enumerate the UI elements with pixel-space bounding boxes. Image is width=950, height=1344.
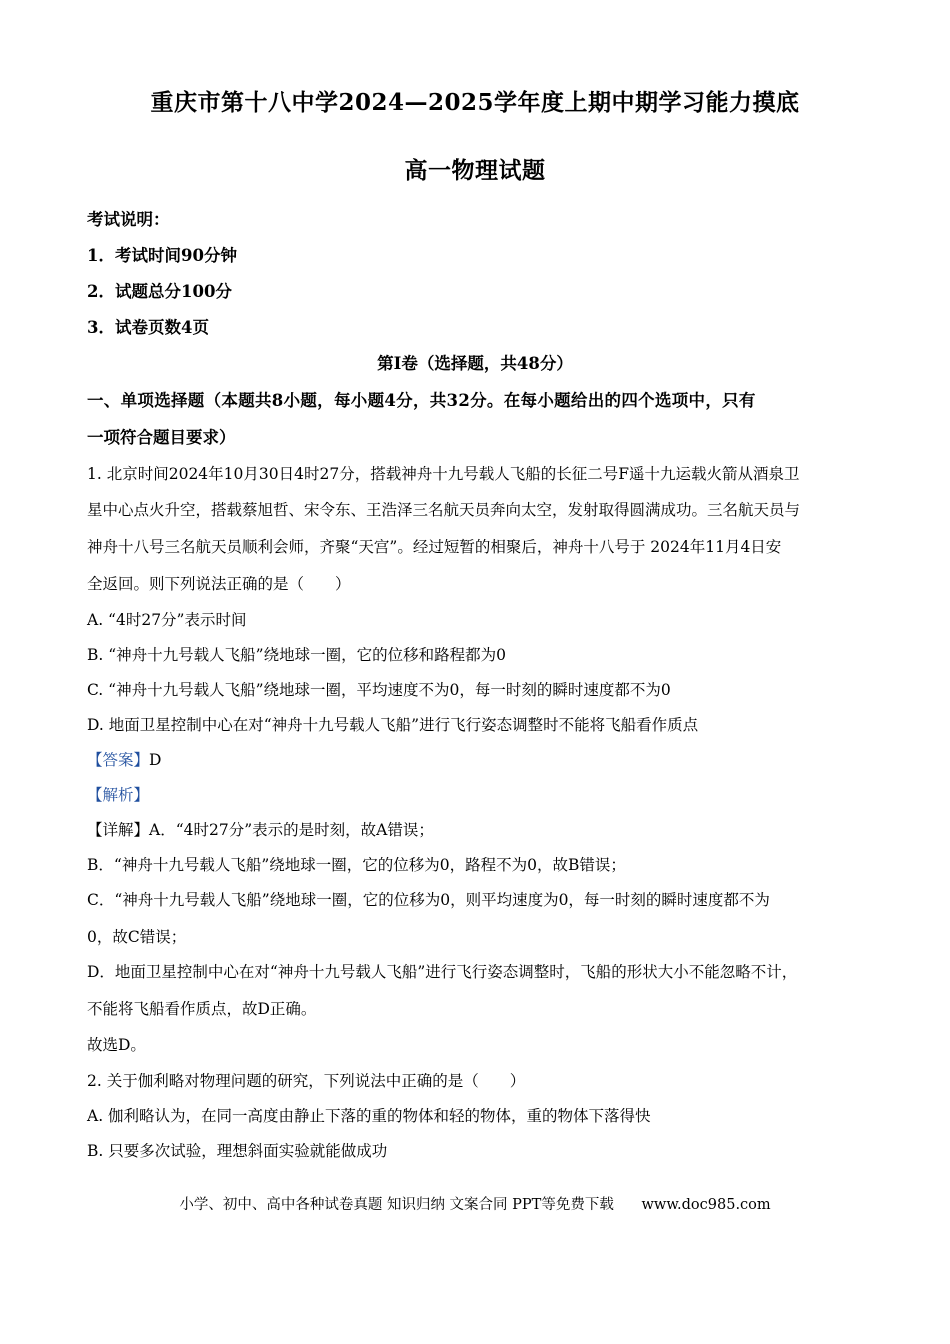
part-heading: 一、单项选择题（本题共8小题，每小题4分，共32分。在每小题给出的四个选项中，只有 <box>87 391 756 410</box>
document-subtitle: 高一物理试题 <box>404 157 546 184</box>
option-b: B. 只要多次试验，理想斜面实验就能做成功 <box>87 1142 388 1160</box>
detail-line <box>87 818 434 840</box>
option-c: C. “神舟十九号载人飞船”绕地球一圈，平均速度不为0，每一时刻的瞬时速度都不为0 <box>87 681 671 699</box>
detail-text: A．“4时27分”表示的是时刻，故A错误； <box>149 821 434 839</box>
page-footer <box>0 1193 950 1214</box>
instructions-heading: 考试说明： <box>87 210 170 229</box>
option-d: D. 地面卫星控制中心在对“神舟十九号载人飞船”进行飞行姿态调整时不能将飞船看作质点 <box>87 716 699 734</box>
detail-line: 0，故C错误； <box>87 928 187 946</box>
instruction-item: 3．试卷页数4页 <box>87 318 209 337</box>
option-a: A. 伽利略认为，在同一高度由静止下落的重的物体和轻的物体，重的物体下落得快 <box>87 1107 651 1125</box>
detail-line: 不能将飞船看作质点，故D正确。 <box>87 1000 317 1018</box>
answer-line <box>87 748 161 770</box>
instruction-item: 1．考试时间90分钟 <box>87 246 237 265</box>
option-a: A. “4时27分”表示时间 <box>87 611 247 629</box>
question-stem-line: 星中心点火升空，搭载蔡旭哲、宋令东、王浩泽三名航天员奔向太空，发射取得圆满成功。三名航天员与 <box>87 501 801 519</box>
question-stem-line: 神舟十八号三名航天员顺利会师，齐聚“天宫”。经过短暂的相聚后，神舟十八号于 2024年11月4日安 <box>87 538 782 556</box>
footer-site: www.doc985.com <box>641 1197 771 1213</box>
question-stem-line: 1. 北京时间2024年10月30日4时27分，搭载神舟十九号载人飞船的长征二号F遥十九运载火箭从酒泉卫 <box>87 465 800 483</box>
detail-line: C．“神舟十九号载人飞船”绕地球一圈，它的位移为0，则平均速度为0，每一时刻的瞬时速度都不为 <box>87 891 770 909</box>
section-heading: 第Ⅰ卷（选择题，共48分） <box>377 354 573 373</box>
footer-text: 小学、初中、高中各种试卷真题 知识归纳 文案合同 PPT等免费下载 <box>179 1197 614 1213</box>
detail-line: B．“神舟十九号载人飞船”绕地球一圈，它的位移为0，路程不为0，故B错误； <box>87 856 626 874</box>
analysis-tag: 【解析】 <box>87 786 150 804</box>
answer-value: D <box>149 751 162 769</box>
part-heading-cont: 一项符合题目要求） <box>87 428 236 447</box>
detail-line: D．地面卫星控制中心在对“神舟十九号载人飞船”进行飞行姿态调整时，飞船的形状大小不能忽略不计， <box>87 963 798 981</box>
detail-tag: 【详解】 <box>87 821 150 839</box>
instruction-item: 2．试题总分100分 <box>87 282 232 301</box>
question-stem-line: 2. 关于伽利略对物理问题的研究，下列说法中正确的是（ ） <box>87 1072 526 1090</box>
option-b: B. “神舟十九号载人飞船”绕地球一圈，它的位移和路程都为0 <box>87 646 506 664</box>
document-title: 重庆市第十八中学2024—2025学年度上期中期学习能力摸底 <box>150 89 800 116</box>
conclusion-line: 故选D。 <box>87 1036 146 1054</box>
question-stem-line: 全返回。则下列说法正确的是（ ） <box>87 575 351 593</box>
answer-tag: 【答案】 <box>87 751 150 769</box>
